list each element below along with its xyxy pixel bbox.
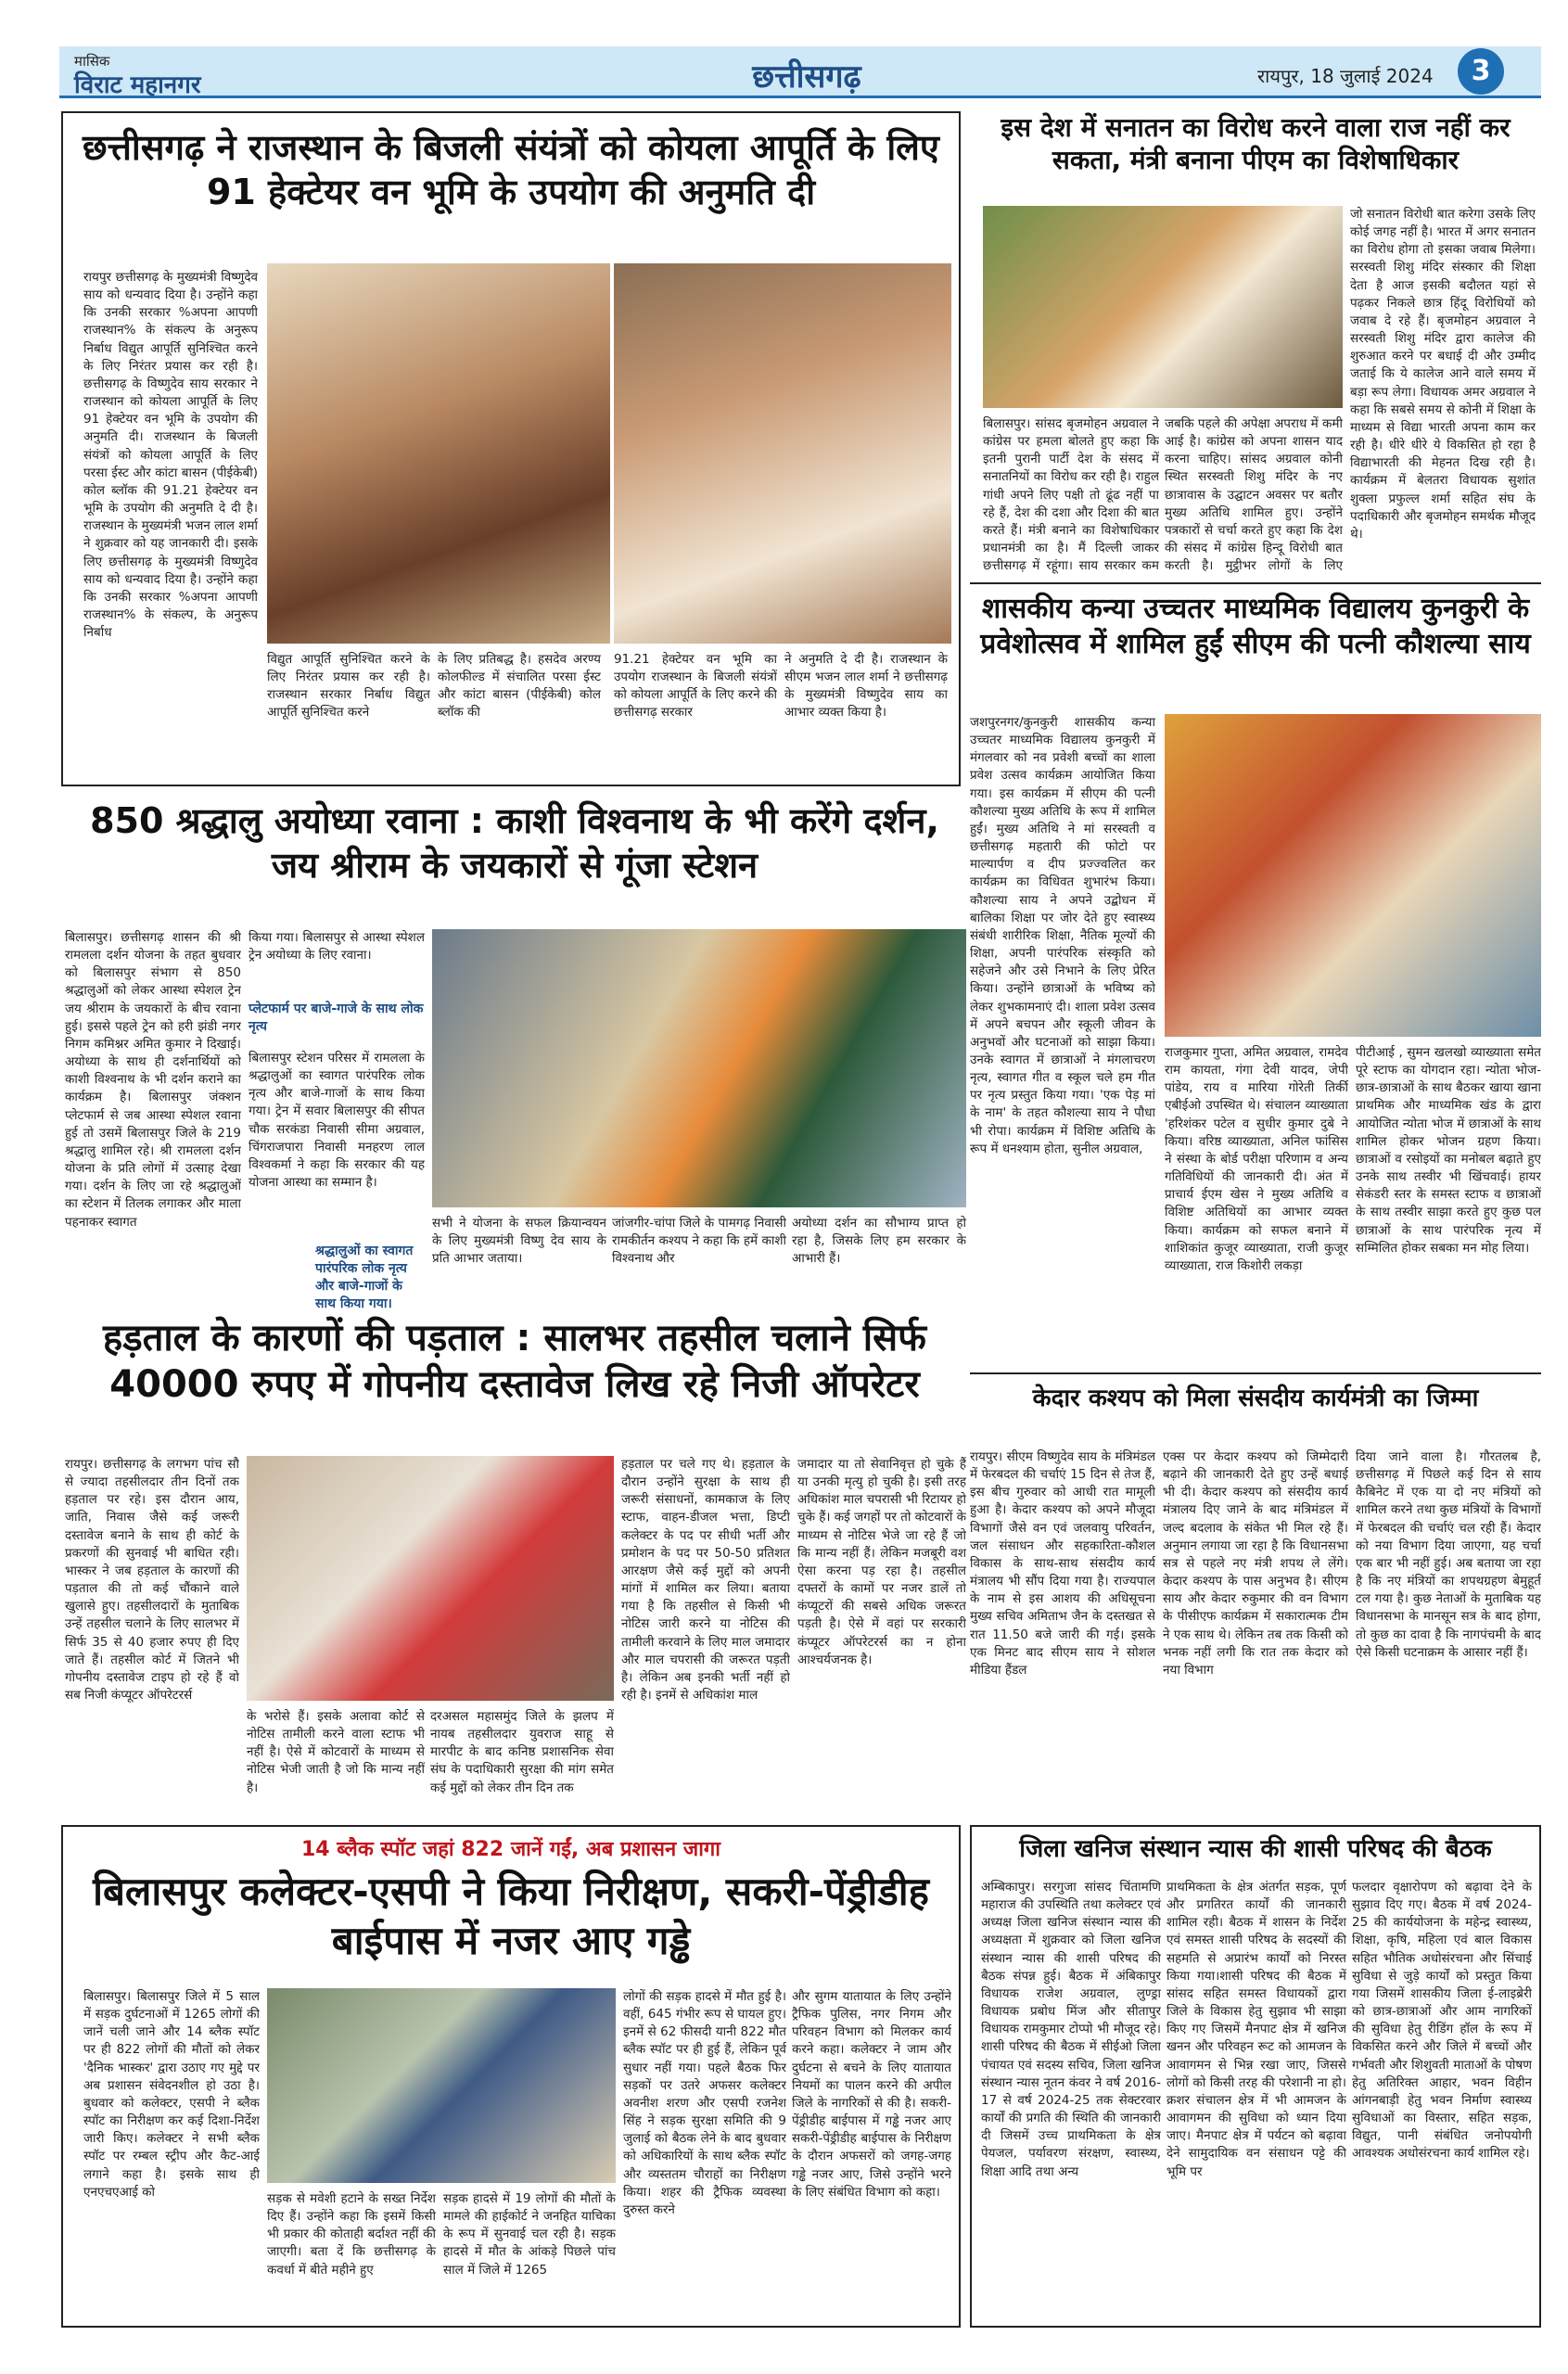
story-sanatan-side: जो सनातन विरोधी बात करेगा उसके लिए कोई जगह नहीं है। भारत में अगर सनातन का विरोध होगा तो इसका जवाब मिलेगा। सरस्वती शिशु मंदिर संस्कार की शिक्षा देता है आज इसकी बदौलत यहां से पढ़कर निकले छात्र हिंदू विरोधियों को जवाब दे रहे हैं। बृजमोहन अग्रवाल ने सरस्वती शिशु मंदिर द्वारा कालेज की शुरुआत करने पर बधाई दी और उम्मीद जताई कि ये कालेज आने वाले समय में बड़ा रूप लेगा। विधायक अमर अग्रवाल ने कहा कि सबसे समय से कोनी में शिक्षा के माध्यम से विद्या भारती अपना काम कर रही है। धीरे धीरे ये विकसित हो रहा है विद्याभारती की मेहनत दिख रही है। कार्यक्रम में बेलतरा विधायक सुशांत शुक्ला प्रफुल्ल शर्मा सहित संघ के पदाधिकारी और बृजमोहन समर्थक मौजूद थे। — [1350, 207, 1536, 542]
page-number: 3 — [1458, 48, 1504, 95]
story-kedar-col3: दिया जाने वाला है। गौरतलब है, छत्तीसगढ़ में पिछले कई दिन से साय कैबिनेट में एक या दो नए मंत्रियों को शामिल करने तथा कुछ मंत्रियों के विभागों में फेरबदल की चर्चाएं चल रही हैं। केदार को नया विभाग दिया जाएगा, यह चर्चा एक बार भी नहीं हुई। अब बताया जा रहा है कि नए मंत्रियों का शपथग्रहण बेमुहूर्त टल गया है। कुछ नेताओं के मुताबिक यह विधानसभा के मानसून सत्र के बाद होगा, तो कुछ का दावा है कि नागपंचमी के बाद ऐसे किसी घटनाक्रम के आसार नहीं हैं। — [1356, 1449, 1541, 1660]
photo-kaushalya-sai-school — [1165, 714, 1541, 1037]
story-kedar-col1: रायपुर। सीएम विष्णुदेव साय के मंत्रिमंडल में फेरबदल की चर्चाएं 15 दिन से तेज हैं, इस बीच गुरुवार को आधी रात मामूली हुआ है। केदार कश्यप को अपने मौजूदा विभागों जैसे वन एवं जलवायु परिवर्तन, जल संसाधन और सहकारिता-कौशल विकास के साथ-साथ संसदीय कार्य मंत्रालय भी सौंप दिया गया है। राज्यपाल के नाम से इस आशय की अधिसूचना मुख्य सचिव अमिताभ जैन के दस्तखत से रात 11.50 बजे जारी की गई। इसके एक मिनट बाद सीएम साय ने सोशल मीडिया हैंडल — [970, 1449, 1155, 1678]
section-title: छत्तीसगढ़ — [752, 58, 861, 96]
issue-date: रायपुर, 18 जुलाई 2024 — [1257, 65, 1434, 87]
photo-bhajan-lal-sharma — [614, 263, 951, 644]
story-ayodhya-col2b: बिलासपुर स्टेशन परिसर में रामलला के श्रद्धालुओं का स्वागत पारंपरिक लोक नृत्य और बाजे-गाजों के साथ किया गया। ट्रेन में सवार बिलासपुर की सीपत चौक सरकंडा निवासी सीमा अग्रवाल, चिंगराजपारा निवासी मनहरण लाल विश्वकर्मा ने कहा कि सरकार की यह योजना आस्था का सम्मान है। — [249, 1051, 425, 1191]
story-blackspot-col5: और सुगम यातायात के लिए उन्होंने ट्रैफिक पुलिस, नगर निगम और परिवहन विभाग को मिलकर कार्य करने कहा। कलेक्टर ने जाम और दुर्घटना से बचने के लिए यातायात नियमों का पालन करने की अपील जिले के नागरिकों से की है। सकरी-पेंड्रीडीह बाईपास में गड्ढे नजर आए सकरी-पेंड्रीडीह बाईपास के निरीक्षण के दौरान अफसरों को जगह-जगह गड्ढे नजर आए, जिसे उन्होंने भरने के लिए संबंधित विभाग को कहा। — [792, 1989, 951, 2200]
story-strike-col2: के भरोसे हैं। इसके अलावा कोर्ट से नोटिस तामीली करने वाला स्टाफ भी नहीं है। ऐसे में कोटवारों के माध्यम से नोटिस भेजी जाती है जो कि मान्य नहीं है। — [247, 1709, 425, 1795]
photo-brijmohan-agrawal — [983, 206, 1343, 408]
story-ayodhya-sub2: श्रद्धालुओं का स्वागत पारंपरिक लोक नृत्य और बाजे-गाजों के साथ किया गया। — [315, 1244, 414, 1311]
story-kedar-headline: केदार कश्यप को मिला संसदीय कार्यमंत्री का जिम्मा — [1032, 1385, 1479, 1412]
story-ayodhya-sub1: प्लेटफार्म पर बाजे-गाजे के साथ लोक नृत्य — [249, 1002, 424, 1034]
story-ayodhya-col2a: किया गया। बिलासपुर से आस्था स्पेशल ट्रेन अयोध्या के लिए रवाना। — [249, 930, 425, 964]
masthead-frequency: मासिक — [74, 53, 110, 70]
story-blackspot-headline: बिलासपुर कलेक्टर-एसपी ने किया निरीक्षण, सकरी-पेंड्रीडीह बाईपास में नजर आए गड्ढे — [93, 1869, 929, 1963]
story-ayodhya-col1: बिलासपुर। छत्तीसगढ़ शासन की श्री रामलला दर्शन योजना के तहत बुधवार को बिलासपुर संभाग से 850 श्रद्धालुओं को लेकर आस्था स्पेशल ट्रेन जय श्रीराम के जयकारों के बीच रवाना हुई। इससे पहले ट्रेन को हरी झंडी नगर निगम कमिश्नर अमित कुमार ने दिखाई। अयोध्या के साथ ही दर्शनार्थियों को काशी विश्वनाथ के भी दर्शन कराने का कार्यक्रम है। बिलासपुर जंक्शन प्लेटफार्म से जब आस्था स्पेशल रवाना हुई तो उसमें बिलासपुर जिले के 219 श्रद्धालु शामिल रहे। श्री रामलला दर्शन योजना के प्रति लोगों में उत्साह देखा गया। दर्शन के लिए जा रहे श्रद्धालुओं का स्टेशन में तिलक लगाकर और माला पहनाकर स्वागत — [65, 930, 241, 1230]
divider-right-1 — [970, 582, 1541, 584]
story-coal-col4: 91.21 हेक्टेयर वन भूमि का उपयोग राजस्थान के बिजली संयंत्रों को कोयला आपूर्ति के लिए करने की छत्तीसगढ़ सरकार — [614, 652, 777, 721]
story-coal-col2: विद्युत आपूर्ति सुनिश्चित करने के लिए निरंतर प्रयास कर रही है। राजस्थान सरकार निर्बाध विद्युत आपूर्ति सुनिश्चित करने — [267, 652, 430, 721]
story-kunkuri-headline: शासकीय कन्या उच्चतर माध्यमिक विद्यालय कुनकुरी के प्रवेशोत्सव में शामिल हुईं सीएम की पत्नी कौशल्या साय — [980, 593, 1531, 660]
story-blackspot-col4: लोगों की सड़क हादसे में मौत हुई है। वहीं, 645 गंभीर रूप से घायल हुए। इनमें से 62 फीसदी यानी 822 मौत ब्लैक स्पॉट पर ही हुई हैं, लेकिन पूर्व सुधार नहीं गया। पहले बैठक फिर सड़कों पर उतरे अफसर कलेक्टर अवनीश शरण और एसपी रजनेश सिंह ने सड़क सुरक्षा समिति की 9 जुलाई को बैठक लेने के बाद बुधवार को अधिकारियों के साथ ब्लैक स्पॉट और व्यस्ततम चौराहों का निरीक्षण किया। शहर की ट्रैफिक व्यवस्था दुरुस्त करने — [623, 1989, 786, 2217]
photo-ayodhya-train-flagoff — [432, 929, 966, 1207]
story-strike-col1: रायपुर। छत्तीसगढ़ के लगभग पांच सौ से ज्यादा तहसीलदार तीन दिनों तक हड़ताल पर रहे। इस दौरान आय, जाति, निवास जैसे कई जरूरी दस्तावेज बनाने के साथ ही कोर्ट के प्रकरणों की सुनवाई भी बाधित रही। भास्कर ने जब हड़ताल के कारणों की पड़ताल की तो कई चौंकाने वाले खुलासे हुए। तहसीलदारों के मुताबिक उन्हें तहसील चलाने के लिए सालभर में सिर्फ 35 से 40 हजार रुपए ही दिए जाते हैं। तहसील कोर्ट में जितने भी गोपनीय दस्तावेज टाइप हो रहे हैं वो सब निजी कंप्यूटर ऑपरेटरर्स — [65, 1457, 239, 1704]
story-ayodhya-col5: अयोध्या दर्शन का सौभाग्य प्राप्त हो रहा है, जिसके लिए हम सरकार के आभारी हैं। — [792, 1216, 966, 1267]
story-ayodhya-headline: 850 श्रद्धालु अयोध्या रवाना : काशी विश्वनाथ के भी करेंगे दर्शन, जय श्रीराम के जयकारों से गूंजा स्टेशन — [90, 800, 939, 886]
story-mineral-col1: अम्बिकापुर। सरगुजा सांसद चिंतामणि महाराज की उपस्थिति तथा कलेक्टर एवं अध्यक्ष जिला खनिज संस्थान न्यास की अध्यक्षता में शुक्रवार को जिला खनिज संस्थान न्यास की शासी परिषद की बैठक संपन्न हुई। बैठक में अंबिकापुर विधायक राजेश अग्रवाल, लुण्ड्रा विधायक प्रबोध मिंज और सीतापुर विधायक रामकुमार टोप्पो भी मौजूद रहे। शासी परिषद की बैठक में सीईओ जिला पंचायत एवं सदस्य सचिव, जिला खनिज संस्थान न्यास नूतन कंवर ने वर्ष 2016-17 से वर्ष 2024-25 तक सेक्टरवार कार्यों की प्रगति की स्थिति की जानकारी दी जिसमें उच्च प्राथमिकता के क्षेत्र पेयजल, पर्यावरण संरक्षण, स्वास्थ्य, शिक्षा आदि तथा अन्य — [981, 1880, 1161, 2179]
story-strike-col5: जमादार या तो सेवानिवृत्त हो चुके हैं या उनकी मृत्यु हो चुकी है। इसी तरह अधिकांश माल चपरासी भी रिटायर हो चुके हैं। कई जगहों पर तो कोटवारों के माध्यम से नोटिस भेजे जा रहे हैं जो कि मान्य नहीं हैं। लेकिन मजबूरी वश ऐसा करना पड़ रहा है। तहसील दफ्तरों के कामों पर नजर डालें तो कंप्यूटरों की सबसे अधिक जरूरत पड़ती है। ऐसे में वहां पर सरकारी कंप्यूटर ऑपरेटरर्स का न होना आश्चर्यजनक है। — [797, 1457, 966, 1667]
story-coal-col5: ने अनुमति दे दी है। राजस्थान के सीएम भजन लाल शर्मा ने छत्तीसगढ़ के मुख्यमंत्री विष्णुदेव साय का आभार व्यक्त किया है। — [784, 652, 948, 721]
story-blackspot-col1: बिलासपुर। बिलासपुर जिले में 5 साल में सड़क दुर्घटनाओं में 1265 लोगों की जानें चली जाने और 14 ब्लैक स्पॉट पर ही 822 लोगों की मौतों को लेकर 'दैनिक भास्कर' द्वारा उठाए गए मुद्दे पर अब प्रशासन संवेदनशील हो उठा है। बुधवार को कलेक्टर, एसपी ने ब्लैक स्पॉट का निरीक्षण कर कई दिशा-निर्देश जारी किए। कलेक्टर ने सभी ब्लैक स्पॉट पर रम्बल स्ट्रीप और कैट-आई लगाने कहा है। इसके साथ ही एनएचएआई को — [83, 1989, 260, 2200]
story-strike-headline: हड़ताल के कारणों की पड़ताल : सालभर तहसील चलाने सिर्फ 40000 रुपए में गोपनीय दस्तावेज लिख रहे निजी ऑपरेटर — [102, 1317, 927, 1406]
story-kedar-col2: एक्स पर केदार कश्यप को जिम्मेदारी बढ़ाने की जानकारी देते हुए उन्हें बधाई भी दी। केदार कश्यप को संसदीय कार्य मंत्रालय दिए जाने के बाद मंत्रिमंडल में जल्द बदलाव के संकेत भी मिल रहे हैं। अनुमान लगाया जा रहा है कि विधानसभा सत्र से पहले नए मंत्री शपथ ले लेंगे। केदार कश्यप के पास अनुभव है। सीएम साय और केदार रुकुमार की वन विभाग के पीसीएफ कार्यक्रम में सकारात्मक टीम ने एक साथ थे। लेकिन तब तक किसी को भनक नहीं लगी कि रात तक केदार को नया विभाग — [1163, 1449, 1348, 1678]
story-mineral-headline: जिला खनिज संस्थान न्यास की शासी परिषद की बैठक — [1019, 1835, 1492, 1863]
story-strike-col4: हड़ताल पर चले गए थे। हड़ताल के दौरान उन्होंने सुरक्षा के साथ ही जरूरी संसाधनों, कामकाज के लिए स्टाफ, वाहन-डीजल भत्ता, डिप्टी कलेक्टर के पद पर सीधी भर्ती और प्रमोशन के पद पर 50-50 प्रतिशत आरक्षण जैसे कई मुद्दों को अपनी मांगों में शामिल कर लिया। बताया गया है कि तहसील से किसी भी नोटिस जारी करने या नोटिस की तामीली करवाने के लिए माल जमादार और माल चपरासी की जरूरत पड़ती है। लेकिन अब इनकी भर्ती नहीं हो रही है। इनमें से अधिकांश माल — [621, 1457, 790, 1704]
story-blackspot-col3: सड़क हादसे में 19 लोगों की मौतों के मामले की हाईकोर्ट ने जनहित याचिका के रूप में सुनवाई चल रही है। सड़क हादसे में मौत के आंकड़े पिछले पांच साल में जिले में 1265 — [443, 2191, 616, 2278]
photo-collector-sp-inspection — [267, 1988, 616, 2183]
story-sanatan-col2: जबकि पहले की अपेक्षा अपराध में कमी आई है। कांग्रेस को अपना शासन याद करना चाहिए। सांसद अग्रवाल कोनी स्थित सरस्वती शिशु मंदिर के नए छात्रावास के उद्घाटन अवसर पर बतौर मुख्य अतिथि शामिल हुए। उन्होंने पत्रकारों से चर्चा करते हुए कहा कि देश की संसद में कांग्रेस हिन्दू विरोधी बात करती है। मुट्ठीभर लोगों के लिए — [1165, 416, 1343, 574]
story-blackspot-col2: सड़क से मवेशी हटाने के सख्त निर्देश दिए हैं। उन्होंने कहा कि इसमें किसी भी प्रकार की कोताही बर्दाश्त नहीं की जाएगी। बता दें कि छत्तीसगढ़ के कवर्धा में बीते महीने हुए — [267, 2191, 436, 2278]
story-kunkuri-col2: राजकुमार गुप्ता, अमित अग्रवाल, रामदेव राम कायता, गंगा देवी यादव, जेपी पांडेय, राय व मारिया गोरेती तिर्की एबीईओ उपस्थित थे। संचालन व्याख्याता 'हरिशंकर पटेल व सुधीर कुमार दुबे ने किया। वरिष्ठ व्याख्याता, अनिल फांसिस ने संस्था के बोर्ड परीक्षा परिणाम व अन्य गतिविधियों की जानकारी दी। अंत में प्राचार्य ईएम खेस ने मुख्य अतिथि व विशिष्ट अतिथियों का आभार व्यक्त किया। कार्यक्रम को सफल बनाने में शाशिकांत कुजूर व्याख्याता, राजी कुजूर व्याख्याता, राज किशोरी लकड़ा — [1165, 1045, 1348, 1273]
photo-tehsildar-strike — [247, 1456, 614, 1701]
divider-right-2 — [970, 1372, 1541, 1374]
masthead-name: विराट महानगर — [74, 71, 201, 99]
story-blackspot-kicker: 14 ब्लैक स्पॉट जहां 822 जानें गईं, अब प्रशासन जागा — [301, 1838, 720, 1861]
story-strike-col3: दरअसल महासमुंद जिले के झलप में नायब तहसीलदार युवराज साहू से मारपीट के बाद कनिष्ठ प्रशासनिक सेवा संघ के पदाधिकारी सुरक्षा की मांग समेत कई मुद्दों को लेकर तीन दिन तक — [430, 1709, 614, 1795]
story-mineral-col3: फलदार वृक्षारोपण को बढ़ावा देने के सुझाव दिए गए। बैठक में वर्ष 2024-25 की कार्ययोजना के महेन्द्र स्वास्थ्य, शिक्षा, कृषि, महिला एवं बाल विकास सहित भौतिक अधोसंरचना और सिंचाई सुविधा से जुड़े कार्यों को प्रस्तुत किया गया जिसमें शासकीय जिला ई-लाइब्रेरी को छात्र-छात्राओं और आम नागरिकों की सुविधा हेतु रीडिंग हॉल के रूप में विकसित करने और जिले में बच्चों और गर्भवती और शिशुवती माताओं के पोषण हेतु अतिरिक्त आहार, भवन विहीन आंगनबाड़ी हेतु भवन निर्माण स्वास्थ्य सुविधाओं का विस्तार, सहित सड़क, विद्युत, पानी संबंधित जनोपयोगी आवश्यक अधोसंरचना कार्य शामिल रहे। — [1352, 1880, 1532, 2162]
story-coal-col1: रायपुर छत्तीसगढ़ के मुख्यमंत्री विष्णुदेव साय को धन्यवाद दिया है। उन्होंने कहा कि उनकी सरकार %अपना आपणी राजस्थान% के संकल्प के अनुरूप निर्बाध विद्युत आपूर्ति सुनिश्चित करने के लिए निरंतर प्रयास कर रही है। छत्तीसगढ़ के विष्णुदेव साय सरकार ने राजस्थान को कोयला आपूर्ति के लिए 91 हेक्टेयर वन भूमि के उपयोग की अनुमति दी। राजस्थान के बिजली संयंत्रों को कोयला आपूर्ति के लिए परसा ईस्ट और कांटा बासन (पीईकेबी) कोल ब्लॉक की 91.21 हेक्टेयर वन भूमि के उपयोग की अनुमति दे दी है। राजस्थान के मुख्यमंत्री भजन लाल शर्मा ने शुक्रवार को यह जानकारी दी। इसके लिए छत्तीसगढ़ के मुख्यमंत्री विष्णुदेव साय को धन्यवाद दिया है। उन्होंने कहा कि उनकी सरकार %अपना आपणी राजस्थान% के संकल्प, के अनुरूप निर्बाध — [83, 270, 258, 641]
story-ayodhya-col3: सभी ने योजना के सफल क्रियान्वयन के लिए मुख्यमंत्री विष्णु देव साय के प्रति आभार जताया। — [432, 1216, 606, 1267]
story-mineral-col2: प्राथमिकता के क्षेत्र अंतर्गत सड़क, पूर्ण और प्रगतिरत कार्यों की जानकारी शामिल रही। बैठक में शासन के निर्देश एवं समस्त शासी परिषद के सदस्यों की सहमति से अप्रारंभ कार्यों को निरस्त किया गया।शासी परिषद की बैठक में सांसद सहित समस्त विधायकों द्वारा जिले के विकास हेतु सुझाव भी साझा किए गए जिसमें मैनपाट क्षेत्र में खनिज खनन और परिवहन रूट को आमजन के आवागमन से भिन्न रखा जाए, जिससे लोगों को किसी तरह की परेशानी ना हो। क्रशर संचालन क्षेत्र में भी आमजन के आवागमन की सुविधा को ध्यान दिया जाए। मैनपाट क्षेत्र में पर्यटन को बढ़ावा देने सामुदायिक वन संसाधन पट्टे की भूमि पर — [1166, 1880, 1346, 2179]
story-coal-col3: के लिए प्रतिबद्ध है। हसदेव अरण्य कोलफील्ड में संचालित परसा ईस्ट और कांटा बासन (पीईकेबी) कोल ब्लॉक की — [438, 652, 601, 721]
story-sanatan-headline: इस देश में सनातन का विरोध करने वाला राज नहीं कर सकता, मंत्री बनाना पीएम का विशेषाधिकार — [1001, 112, 1511, 175]
story-sanatan-col1: बिलासपुर। सांसद बृजमोहन अग्रवाल ने कांग्रेस पर हमला बोलते हुए कहा कि इतनी पुरानी पार्टी देश के संसद में सनातनियों का विरोध कर रही है। राहुल गांधी अपने लिए पक्षी तो ढूंढ नहीं पा रहे हैं, देश की दशा और दिशा की बात करते हैं। मंत्री बनाने का विशेषाधिकार प्रधानमंत्री का है। मैं दिल्ली जाकर छत्तीसगढ़ में रहूंगा। साय सरकार कम — [983, 416, 1159, 574]
photo-vishnudeo-sai — [267, 263, 610, 644]
story-kunkuri-col3: पीटीआई , सुमन खलखो व्याख्याता समेत पूरे स्टाफ का योगदान रहा। न्योता भोज-छात्र-छात्राओं के साथ बैठकर खाया खाना प्राथमिक और माध्यमिक खंड के द्वारा आयोजित न्योता भोज में छात्राओं के साथ शामिल होकर भोजन ग्रहण किया। छात्राओं व रसोइयों का मनोबल बढ़ाते हुए उनके साथ तस्वीर भी खिंचवाई। हायर सेकंडरी स्तर के समस्त स्टाफ व छात्राओं के साथ तस्वीर साझा करते हुए कुछ पल छात्राओं के साथ पारंपरिक नृत्य में सम्मिलित होकर सबका मन मोह लिया। — [1356, 1045, 1541, 1256]
story-coal-headline: छत्तीसगढ़ ने राजस्थान के बिजली संयंत्रों को कोयला आपूर्ति के लिए 91 हेक्टेयर वन भूमि के उपयोग की अनुमति दी — [83, 127, 939, 212]
story-kunkuri-col1: जशपुरनगर/कुनकुरी शासकीय कन्या उच्चतर माध्यमिक विद्यालय कुनकुरी में मंगलवार को नव प्रवेशी बच्चों का शाला प्रवेश उत्सव कार्यक्रम आयोजित किया गया। इस कार्यक्रम में सीएम की पत्नी कौशल्या मुख्य अतिथि के रूप में शामिल हुईं। मुख्य अतिथि ने मां सरस्वती व छत्तीसगढ़ महतारी की फोटो पर माल्यार्पण व दीप प्रज्ज्वलित कर कार्यक्रम का विधिवत शुभारंभ किया। कौशल्या साय ने अपने उद्बोधन में बालिका शिक्षा पर जोर देते हुए स्वास्थ्य संबंधी शारीरिक शिक्षा, नैतिक मूल्यों की शिक्षा, अपनी पारंपरिक संस्कृति को सहेजने और उसे निभाने के लिए प्रेरित किया। उन्होंने छात्राओं के भविष्य को लेकर शुभकामनाएं दी। शाला प्रवेश उत्सव में अपने बचपन और स्कूली जीवन के अनुभवों और घटनाओं को साझा किया। उनके स्वागत में छात्राओं ने मंगलाचरण नृत्य, स्वागत गीत व स्कूल चले हम गीत पर नृत्य प्रस्तुत किया गया। 'एक पेड़ मां के नाम' के तहत कौशल्या साय ने पौधा भी रोपा। कार्यक्रम में विशिष्ट अतिथि के रूप में धनश्याम होता, सुनील अग्रवाल, — [970, 715, 1155, 1156]
story-ayodhya-col4: जांजगीर-चांपा जिले के पामगढ़ निवासी रामकीर्तन कश्यप ने कहा कि हमें काशी विश्वनाथ और — [612, 1216, 786, 1267]
